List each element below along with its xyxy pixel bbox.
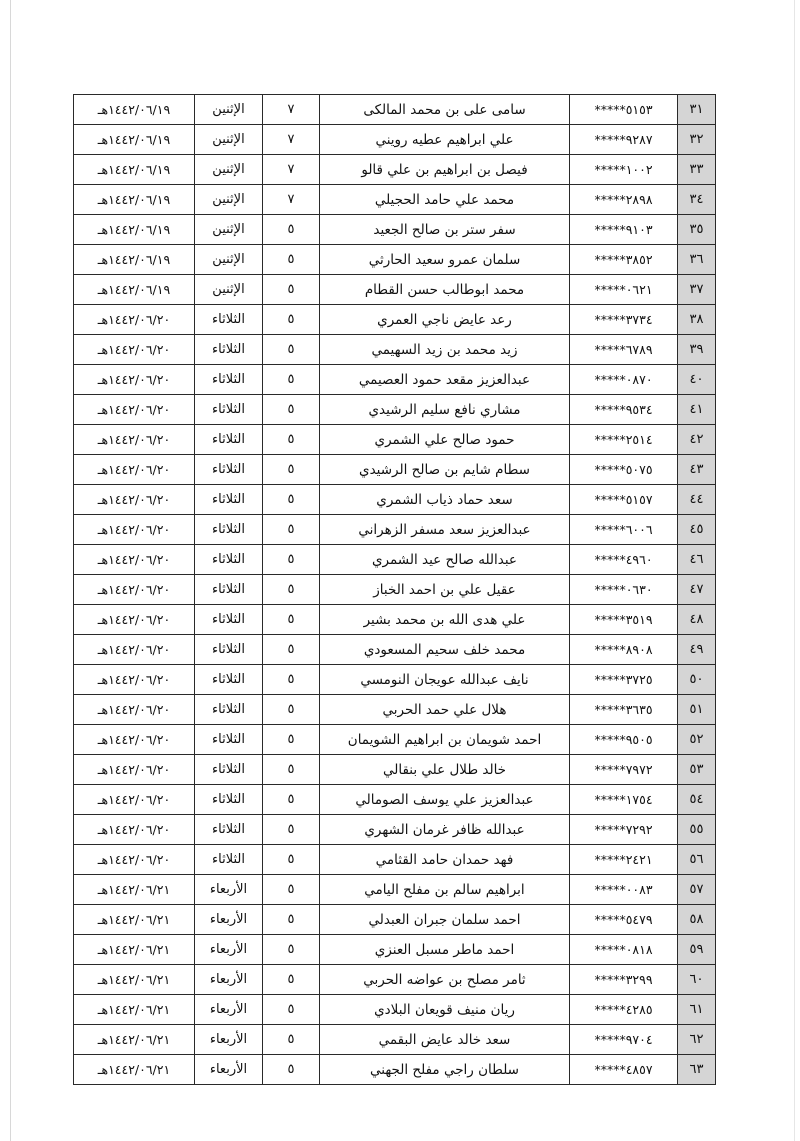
row-number: ٤٤ xyxy=(678,485,716,515)
row-number: ٣٣ xyxy=(678,155,716,185)
masked-id: *****٩٧٠٤ xyxy=(570,1025,678,1055)
duration-cell: ٥ xyxy=(263,815,320,845)
row-number: ٤٧ xyxy=(678,575,716,605)
weekday-cell: الثلاثاء xyxy=(195,665,263,695)
person-name: محمد خلف سحيم المسعودي xyxy=(320,635,570,665)
masked-id: *****٩٢٨٧ xyxy=(570,125,678,155)
duration-cell: ٥ xyxy=(263,575,320,605)
masked-id: *****٤٢٨٥ xyxy=(570,995,678,1025)
duration-cell: ٥ xyxy=(263,215,320,245)
masked-id: *****٣٧٢٥ xyxy=(570,665,678,695)
masked-id: *****٣٨٥٢ xyxy=(570,245,678,275)
duration-cell: ٥ xyxy=(263,995,320,1025)
table-row xyxy=(74,365,716,395)
duration-cell: ٥ xyxy=(263,875,320,905)
masked-id: *****٣٦٣٥ xyxy=(570,695,678,725)
masked-id: *****٢٤٢١ xyxy=(570,845,678,875)
table-row xyxy=(74,275,716,305)
duration-cell: ٥ xyxy=(263,755,320,785)
hijri-date-cell: ١٤٤٢/٠٦/٢٠هـ xyxy=(74,605,195,635)
row-number: ٥٠ xyxy=(678,665,716,695)
table-row xyxy=(74,545,716,575)
hijri-date-cell: ١٤٤٢/٠٦/٢٠هـ xyxy=(74,335,195,365)
hijri-date-cell: ١٤٤٢/٠٦/١٩هـ xyxy=(74,155,195,185)
duration-cell: ٥ xyxy=(263,695,320,725)
hijri-date-cell: ١٤٤٢/٠٦/١٩هـ xyxy=(74,245,195,275)
person-name: عبدالله ظافر غرمان الشهري xyxy=(320,815,570,845)
person-name: سامى على بن محمد المالكى xyxy=(320,95,570,125)
table-row xyxy=(74,185,716,215)
table-row xyxy=(74,905,716,935)
weekday-cell: الثلاثاء xyxy=(195,395,263,425)
hijri-date-cell: ١٤٤٢/٠٦/٢٠هـ xyxy=(74,485,195,515)
duration-cell: ٥ xyxy=(263,245,320,275)
row-number: ٣٩ xyxy=(678,335,716,365)
duration-cell: ٥ xyxy=(263,485,320,515)
person-name: سلمان عمرو سعيد الحارثي xyxy=(320,245,570,275)
table-row xyxy=(74,1055,716,1085)
masked-id: *****٢٥١٤ xyxy=(570,425,678,455)
duration-cell: ٥ xyxy=(263,335,320,365)
table-row xyxy=(74,785,716,815)
weekday-cell: الأربعاء xyxy=(195,935,263,965)
row-number: ٣٥ xyxy=(678,215,716,245)
hijri-date-cell: ١٤٤٢/٠٦/٢٠هـ xyxy=(74,455,195,485)
masked-id: *****٥٠٧٥ xyxy=(570,455,678,485)
row-number: ٥٧ xyxy=(678,875,716,905)
table-row xyxy=(74,215,716,245)
masked-id: *****٠٨٧٠ xyxy=(570,365,678,395)
duration-cell: ٥ xyxy=(263,665,320,695)
person-name: حمود صالح علي الشمري xyxy=(320,425,570,455)
weekday-cell: الأربعاء xyxy=(195,905,263,935)
row-number: ٥٤ xyxy=(678,785,716,815)
hijri-date-cell: ١٤٤٢/٠٦/٢٠هـ xyxy=(74,425,195,455)
person-name: خالد طلال علي بنقالي xyxy=(320,755,570,785)
duration-cell: ٥ xyxy=(263,545,320,575)
table-row xyxy=(74,455,716,485)
masked-id: *****٥٤٧٩ xyxy=(570,905,678,935)
masked-id: *****١٠٠٢ xyxy=(570,155,678,185)
table-row xyxy=(74,755,716,785)
person-name: احمد شويمان بن ابراهيم الشويمان xyxy=(320,725,570,755)
table-row xyxy=(74,425,716,455)
table-row xyxy=(74,665,716,695)
table-row xyxy=(74,635,716,665)
weekday-cell: الإثنين xyxy=(195,215,263,245)
person-name: نايف عبدالله عويجان النومسي xyxy=(320,665,570,695)
row-number: ٣٦ xyxy=(678,245,716,275)
table-row xyxy=(74,305,716,335)
weekday-cell: الثلاثاء xyxy=(195,815,263,845)
duration-cell: ٥ xyxy=(263,275,320,305)
hijri-date-cell: ١٤٤٢/٠٦/٢٠هـ xyxy=(74,365,195,395)
hijri-date-cell: ١٤٤٢/٠٦/٢١هـ xyxy=(74,995,195,1025)
masked-id: *****٨٩٠٨ xyxy=(570,635,678,665)
masked-id: *****٩٥٠٥ xyxy=(570,725,678,755)
hijri-date-cell: ١٤٤٢/٠٦/١٩هـ xyxy=(74,275,195,305)
masked-id: *****٠٦٣٠ xyxy=(570,575,678,605)
hijri-date-cell: ١٤٤٢/٠٦/٢٠هـ xyxy=(74,845,195,875)
weekday-cell: الثلاثاء xyxy=(195,695,263,725)
person-name: عقيل علي بن احمد الخباز xyxy=(320,575,570,605)
person-name: مشاري نافع سليم الرشيدي xyxy=(320,395,570,425)
row-number: ٤٨ xyxy=(678,605,716,635)
weekday-cell: الثلاثاء xyxy=(195,845,263,875)
duration-cell: ٥ xyxy=(263,965,320,995)
hijri-date-cell: ١٤٤٢/٠٦/٢١هـ xyxy=(74,905,195,935)
duration-cell: ٧ xyxy=(263,185,320,215)
hijri-date-cell: ١٤٤٢/٠٦/٢٠هـ xyxy=(74,815,195,845)
hijri-date-cell: ١٤٤٢/٠٦/١٩هـ xyxy=(74,125,195,155)
weekday-cell: الأربعاء xyxy=(195,1025,263,1055)
duration-cell: ٧ xyxy=(263,95,320,125)
hijri-date-cell: ١٤٤٢/٠٦/٢٠هـ xyxy=(74,785,195,815)
masked-id: *****٩١٠٣ xyxy=(570,215,678,245)
hijri-date-cell: ١٤٤٢/٠٦/٢٠هـ xyxy=(74,635,195,665)
hijri-date-cell: ١٤٤٢/٠٦/١٩هـ xyxy=(74,215,195,245)
masked-id: *****٣٥١٩ xyxy=(570,605,678,635)
row-number: ٥٩ xyxy=(678,935,716,965)
weekday-cell: الأربعاء xyxy=(195,995,263,1025)
table-row xyxy=(74,95,716,125)
person-name: محمد علي حامد الحجيلي xyxy=(320,185,570,215)
hijri-date-cell: ١٤٤٢/٠٦/٢١هـ xyxy=(74,1025,195,1055)
duration-cell: ٧ xyxy=(263,125,320,155)
masked-id: *****٠٦٢١ xyxy=(570,275,678,305)
hijri-date-cell: ١٤٤٢/٠٦/٢٠هـ xyxy=(74,665,195,695)
person-name: علي هدى الله بن محمد بشير xyxy=(320,605,570,635)
masked-id: *****٠٠٨٣ xyxy=(570,875,678,905)
row-number: ٣٢ xyxy=(678,125,716,155)
hijri-date-cell: ١٤٤٢/٠٦/٢١هـ xyxy=(74,1055,195,1085)
duration-cell: ٥ xyxy=(263,365,320,395)
table-row xyxy=(74,995,716,1025)
hijri-date-cell: ١٤٤٢/٠٦/٢٠هـ xyxy=(74,695,195,725)
hijri-date-cell: ١٤٤٢/٠٦/٢٠هـ xyxy=(74,755,195,785)
row-number: ٥٦ xyxy=(678,845,716,875)
duration-cell: ٥ xyxy=(263,455,320,485)
hijri-date-cell: ١٤٤٢/٠٦/١٩هـ xyxy=(74,95,195,125)
weekday-cell: الإثنين xyxy=(195,95,263,125)
weekday-cell: الإثنين xyxy=(195,245,263,275)
masked-id: *****٣٧٣٤ xyxy=(570,305,678,335)
duration-cell: ٧ xyxy=(263,155,320,185)
weekday-cell: الثلاثاء xyxy=(195,755,263,785)
weekday-cell: الإثنين xyxy=(195,155,263,185)
duration-cell: ٥ xyxy=(263,1055,320,1085)
row-number: ٣٧ xyxy=(678,275,716,305)
masked-id: *****٩٥٣٤ xyxy=(570,395,678,425)
person-name: ثامر مصلح بن عواضه الحربي xyxy=(320,965,570,995)
weekday-cell: الثلاثاء xyxy=(195,725,263,755)
table-row xyxy=(74,695,716,725)
hijri-date-cell: ١٤٤٢/٠٦/١٩هـ xyxy=(74,185,195,215)
row-number: ٤٦ xyxy=(678,545,716,575)
row-number: ٦٣ xyxy=(678,1055,716,1085)
duration-cell: ٥ xyxy=(263,425,320,455)
masked-id: *****٤٨٥٧ xyxy=(570,1055,678,1085)
weekday-cell: الثلاثاء xyxy=(195,335,263,365)
table-row xyxy=(74,395,716,425)
row-number: ٤٥ xyxy=(678,515,716,545)
table-row xyxy=(74,485,716,515)
person-name: ريان منيف قويعان البلادي xyxy=(320,995,570,1025)
table-body xyxy=(74,95,716,1085)
table-row xyxy=(74,605,716,635)
table-row xyxy=(74,725,716,755)
masked-id: *****١٧٥٤ xyxy=(570,785,678,815)
person-name: عبدالله صالح عيد الشمري xyxy=(320,545,570,575)
person-name: عبدالعزيز مقعد حمود العصيمي xyxy=(320,365,570,395)
masked-id: *****٠٨١٨ xyxy=(570,935,678,965)
row-number: ٤١ xyxy=(678,395,716,425)
person-name: سلطان راجي مفلح الجهني xyxy=(320,1055,570,1085)
person-name: سعد حماد ذياب الشمري xyxy=(320,485,570,515)
names-table xyxy=(73,94,716,1085)
weekday-cell: الثلاثاء xyxy=(195,605,263,635)
person-name: علي ابراهيم عطيه رويني xyxy=(320,125,570,155)
hijri-date-cell: ١٤٤٢/٠٦/٢٠هـ xyxy=(74,575,195,605)
table-row xyxy=(74,815,716,845)
table-row xyxy=(74,155,716,185)
hijri-date-cell: ١٤٤٢/٠٦/٢٠هـ xyxy=(74,515,195,545)
table-row xyxy=(74,245,716,275)
weekday-cell: الثلاثاء xyxy=(195,305,263,335)
row-number: ٥١ xyxy=(678,695,716,725)
duration-cell: ٥ xyxy=(263,935,320,965)
masked-id: *****٧٢٩٢ xyxy=(570,815,678,845)
row-number: ٦٢ xyxy=(678,1025,716,1055)
hijri-date-cell: ١٤٤٢/٠٦/٢٠هـ xyxy=(74,545,195,575)
hijri-date-cell: ١٤٤٢/٠٦/٢١هـ xyxy=(74,875,195,905)
weekday-cell: الثلاثاء xyxy=(195,365,263,395)
duration-cell: ٥ xyxy=(263,785,320,815)
duration-cell: ٥ xyxy=(263,725,320,755)
table-row xyxy=(74,845,716,875)
person-name: سعد خالد عايض البقمي xyxy=(320,1025,570,1055)
person-name: فهد حمدان حامد القثامي xyxy=(320,845,570,875)
weekday-cell: الثلاثاء xyxy=(195,545,263,575)
hijri-date-cell: ١٤٤٢/٠٦/٢١هـ xyxy=(74,935,195,965)
masked-id: *****٥١٥٧ xyxy=(570,485,678,515)
hijri-date-cell: ١٤٤٢/٠٦/٢٠هـ xyxy=(74,305,195,335)
person-name: سفر ستر بن صالح الجعيد xyxy=(320,215,570,245)
table-row xyxy=(74,875,716,905)
weekday-cell: الثلاثاء xyxy=(195,785,263,815)
table-row xyxy=(74,965,716,995)
duration-cell: ٥ xyxy=(263,395,320,425)
masked-id: *****٤٩٦٠ xyxy=(570,545,678,575)
row-number: ٤٣ xyxy=(678,455,716,485)
person-name: هلال علي حمد الحربي xyxy=(320,695,570,725)
table-row xyxy=(74,125,716,155)
weekday-cell: الإثنين xyxy=(195,275,263,305)
duration-cell: ٥ xyxy=(263,305,320,335)
row-number: ٣١ xyxy=(678,95,716,125)
masked-id: *****٢٨٩٨ xyxy=(570,185,678,215)
weekday-cell: الثلاثاء xyxy=(195,575,263,605)
weekday-cell: الثلاثاء xyxy=(195,485,263,515)
row-number: ٣٤ xyxy=(678,185,716,215)
table-row xyxy=(74,335,716,365)
duration-cell: ٥ xyxy=(263,605,320,635)
weekday-cell: الثلاثاء xyxy=(195,515,263,545)
row-number: ٥٨ xyxy=(678,905,716,935)
duration-cell: ٥ xyxy=(263,515,320,545)
row-number: ٤٠ xyxy=(678,365,716,395)
weekday-cell: الأربعاء xyxy=(195,1055,263,1085)
weekday-cell: الأربعاء xyxy=(195,875,263,905)
weekday-cell: الإثنين xyxy=(195,185,263,215)
masked-id: *****٣٢٩٩ xyxy=(570,965,678,995)
weekday-cell: الثلاثاء xyxy=(195,455,263,485)
row-number: ٥٢ xyxy=(678,725,716,755)
person-name: احمد ماطر مسبل العنزي xyxy=(320,935,570,965)
person-name: زيد محمد بن زيد السهيمي xyxy=(320,335,570,365)
table-row xyxy=(74,575,716,605)
row-number: ٦١ xyxy=(678,995,716,1025)
weekday-cell: الثلاثاء xyxy=(195,635,263,665)
weekday-cell: الأربعاء xyxy=(195,965,263,995)
table-row xyxy=(74,1025,716,1055)
masked-id: *****٦٧٨٩ xyxy=(570,335,678,365)
person-name: فيصل بن ابراهيم بن علي قالو xyxy=(320,155,570,185)
person-name: ابراهيم سالم بن مفلح اليامي xyxy=(320,875,570,905)
weekday-cell: الثلاثاء xyxy=(195,425,263,455)
masked-id: *****٧٩٧٢ xyxy=(570,755,678,785)
weekday-cell: الإثنين xyxy=(195,125,263,155)
table-row xyxy=(74,515,716,545)
masked-id: *****٥١٥٣ xyxy=(570,95,678,125)
duration-cell: ٥ xyxy=(263,905,320,935)
duration-cell: ٥ xyxy=(263,635,320,665)
person-name: سطام شايم بن صالح الرشيدي xyxy=(320,455,570,485)
person-name: احمد سلمان جبران العبدلي xyxy=(320,905,570,935)
row-number: ٣٨ xyxy=(678,305,716,335)
row-number: ٥٥ xyxy=(678,815,716,845)
person-name: رعد عايض ناجي العمري xyxy=(320,305,570,335)
duration-cell: ٥ xyxy=(263,845,320,875)
table-row xyxy=(74,935,716,965)
row-number: ٥٣ xyxy=(678,755,716,785)
duration-cell: ٥ xyxy=(263,1025,320,1055)
row-number: ٦٠ xyxy=(678,965,716,995)
person-name: عبدالعزيز سعد مسفر الزهراني xyxy=(320,515,570,545)
hijri-date-cell: ١٤٤٢/٠٦/٢٠هـ xyxy=(74,725,195,755)
masked-id: *****٦٠٠٦ xyxy=(570,515,678,545)
hijri-date-cell: ١٤٤٢/٠٦/٢١هـ xyxy=(74,965,195,995)
person-name: محمد ابوطالب حسن القطام xyxy=(320,275,570,305)
row-number: ٤٢ xyxy=(678,425,716,455)
person-name: عبدالعزيز علي يوسف الصومالي xyxy=(320,785,570,815)
hijri-date-cell: ١٤٤٢/٠٦/٢٠هـ xyxy=(74,395,195,425)
row-number: ٤٩ xyxy=(678,635,716,665)
